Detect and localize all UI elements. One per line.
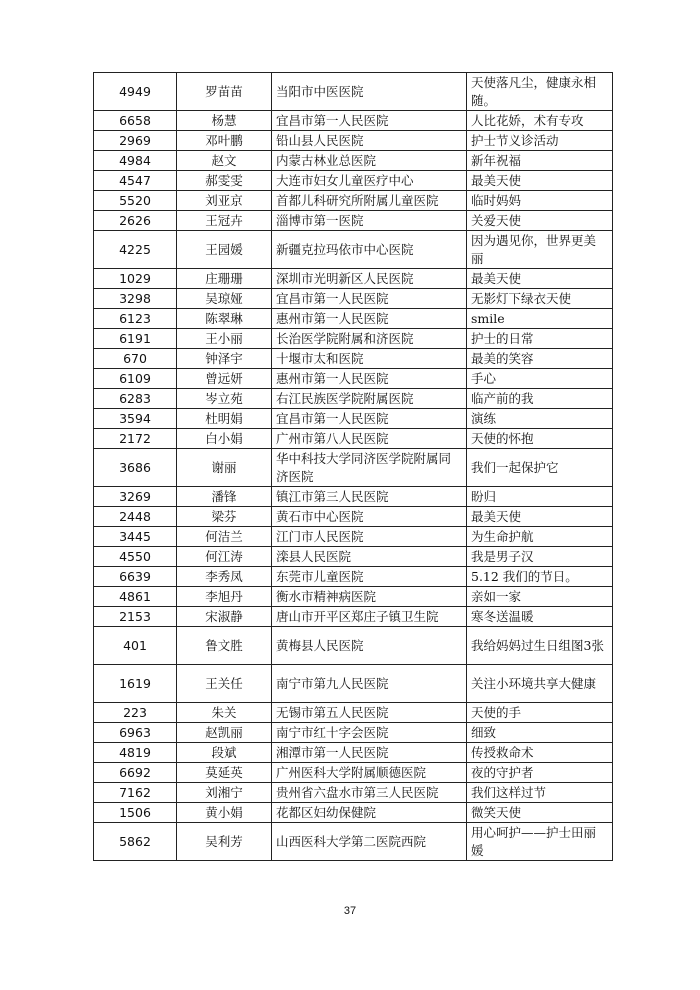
author-name: 陈翠琳	[177, 309, 272, 329]
hospital-name: 宜昌市第一人民医院	[272, 409, 467, 429]
work-title: 演练	[467, 409, 613, 429]
table-row	[94, 349, 613, 369]
hospital-name: 广州市第八人民医院	[272, 429, 467, 449]
author-name: 鲁文胜	[177, 627, 272, 665]
hospital-name: 惠州市第一人民医院	[272, 309, 467, 329]
table-row	[94, 131, 613, 151]
entry-number: 3594	[94, 409, 177, 429]
hospital-name: 无锡市第五人民医院	[272, 703, 467, 723]
entry-number: 6692	[94, 763, 177, 783]
hospital-name: 当阳市中医医院	[272, 73, 467, 111]
table-row	[94, 567, 613, 587]
table-row	[94, 763, 613, 783]
entries-table-body	[94, 73, 613, 861]
table-row	[94, 607, 613, 627]
work-title: 夜的守护者	[467, 763, 613, 783]
table-row	[94, 211, 613, 231]
entry-number: 6658	[94, 111, 177, 131]
entry-number: 2626	[94, 211, 177, 231]
author-name: 赵文	[177, 151, 272, 171]
entry-number: 2153	[94, 607, 177, 627]
page-number: 37	[343, 905, 357, 917]
author-name: 杜明娟	[177, 409, 272, 429]
table-row	[94, 409, 613, 429]
hospital-name: 内蒙古林业总医院	[272, 151, 467, 171]
table-row	[94, 627, 613, 665]
author-name: 王园媛	[177, 231, 272, 269]
hospital-name: 铅山县人民医院	[272, 131, 467, 151]
hospital-name: 南宁市红十字会医院	[272, 723, 467, 743]
hospital-name: 黄石市中心医院	[272, 507, 467, 527]
table-row	[94, 171, 613, 191]
entry-number: 2448	[94, 507, 177, 527]
hospital-name: 十堰市太和医院	[272, 349, 467, 369]
table-row	[94, 369, 613, 389]
work-title: 为生命护航	[467, 527, 613, 547]
hospital-name: 宜昌市第一人民医院	[272, 289, 467, 309]
table-row	[94, 449, 613, 487]
entry-number: 1506	[94, 803, 177, 823]
hospital-name: 淄博市第一医院	[272, 211, 467, 231]
work-title: 因为遇见你，世界更美丽	[467, 231, 613, 269]
entry-number: 7162	[94, 783, 177, 803]
author-name: 赵凯丽	[177, 723, 272, 743]
work-title: 护士的日常	[467, 329, 613, 349]
author-name: 郝雯雯	[177, 171, 272, 191]
table-row	[94, 289, 613, 309]
work-title: 我们一起保护它	[467, 449, 613, 487]
table-row	[94, 507, 613, 527]
work-title: 我是男子汉	[467, 547, 613, 567]
author-name: 罗苗苗	[177, 73, 272, 111]
entry-number: 6109	[94, 369, 177, 389]
author-name: 刘湘宁	[177, 783, 272, 803]
entry-number: 1029	[94, 269, 177, 289]
hospital-name: 广州医科大学附属顺德医院	[272, 763, 467, 783]
table-row	[94, 723, 613, 743]
author-name: 刘亚京	[177, 191, 272, 211]
entry-number: 4984	[94, 151, 177, 171]
author-name: 何洁兰	[177, 527, 272, 547]
author-name: 杨慧	[177, 111, 272, 131]
work-title: 我们这样过节	[467, 783, 613, 803]
work-title: 临时妈妈	[467, 191, 613, 211]
table-row	[94, 547, 613, 567]
work-title: 最美天使	[467, 171, 613, 191]
author-name: 王小丽	[177, 329, 272, 349]
work-title: 手心	[467, 369, 613, 389]
table-row	[94, 487, 613, 507]
author-name: 王冠卉	[177, 211, 272, 231]
hospital-name: 唐山市开平区郑庄子镇卫生院	[272, 607, 467, 627]
table-row	[94, 151, 613, 171]
work-title: 天使落凡尘，健康永相随。	[467, 73, 613, 111]
table-row	[94, 231, 613, 269]
entry-number: 2969	[94, 131, 177, 151]
author-name: 朱关	[177, 703, 272, 723]
table-row	[94, 783, 613, 803]
author-name: 段斌	[177, 743, 272, 763]
table-row	[94, 665, 613, 703]
hospital-name: 长治医学院附属和济医院	[272, 329, 467, 349]
entry-number: 4550	[94, 547, 177, 567]
hospital-name: 湘潭市第一人民医院	[272, 743, 467, 763]
entry-number: 6123	[94, 309, 177, 329]
work-title: 微笑天使	[467, 803, 613, 823]
author-name: 潘锋	[177, 487, 272, 507]
hospital-name: 华中科技大学同济医学院附属同济医院	[272, 449, 467, 487]
work-title: 无影灯下绿衣天使	[467, 289, 613, 309]
entry-number: 5862	[94, 823, 177, 861]
author-name: 钟泽宇	[177, 349, 272, 369]
entry-number: 2172	[94, 429, 177, 449]
author-name: 吴利芳	[177, 823, 272, 861]
table-row	[94, 111, 613, 131]
hospital-name: 宜昌市第一人民医院	[272, 111, 467, 131]
author-name: 岑立苑	[177, 389, 272, 409]
entry-number: 4547	[94, 171, 177, 191]
work-title: 关注小环境共享大健康	[467, 665, 613, 703]
work-title: 用心呵护——护士田丽媛	[467, 823, 613, 861]
entry-number: 6639	[94, 567, 177, 587]
entry-number: 4861	[94, 587, 177, 607]
work-title: 细致	[467, 723, 613, 743]
hospital-name: 首都儿科研究所附属儿童医院	[272, 191, 467, 211]
work-title: 新年祝福	[467, 151, 613, 171]
table-row	[94, 587, 613, 607]
table-row	[94, 803, 613, 823]
entry-number: 3298	[94, 289, 177, 309]
hospital-name: 江门市人民医院	[272, 527, 467, 547]
hospital-name: 深圳市光明新区人民医院	[272, 269, 467, 289]
work-title: 传授救命术	[467, 743, 613, 763]
entry-number: 6191	[94, 329, 177, 349]
table-row	[94, 429, 613, 449]
work-title: smile	[467, 309, 613, 329]
author-name: 李旭丹	[177, 587, 272, 607]
work-title: 天使的手	[467, 703, 613, 723]
author-name: 邓叶鹏	[177, 131, 272, 151]
work-title: 亲如一家	[467, 587, 613, 607]
author-name: 宋淑静	[177, 607, 272, 627]
author-name: 白小娟	[177, 429, 272, 449]
entry-number: 3686	[94, 449, 177, 487]
table-row	[94, 703, 613, 723]
work-title: 人比花娇，术有专攻	[467, 111, 613, 131]
hospital-name: 山西医科大学第二医院西院	[272, 823, 467, 861]
hospital-name: 大连市妇女儿童医疗中心	[272, 171, 467, 191]
table-row	[94, 309, 613, 329]
table-row	[94, 191, 613, 211]
work-title: 护士节义诊活动	[467, 131, 613, 151]
work-title: 天使的怀抱	[467, 429, 613, 449]
work-title: 关爱天使	[467, 211, 613, 231]
hospital-name: 东莞市儿童医院	[272, 567, 467, 587]
table-row	[94, 73, 613, 111]
entry-number: 5520	[94, 191, 177, 211]
work-title: 寒冬送温暖	[467, 607, 613, 627]
author-name: 庄珊珊	[177, 269, 272, 289]
entry-number: 3269	[94, 487, 177, 507]
entry-number: 4819	[94, 743, 177, 763]
work-title: 我给妈妈过生日组图3张	[467, 627, 613, 665]
work-title: 最美的笑容	[467, 349, 613, 369]
entry-number: 1619	[94, 665, 177, 703]
table-row	[94, 527, 613, 547]
work-title: 盼归	[467, 487, 613, 507]
hospital-name: 惠州市第一人民医院	[272, 369, 467, 389]
entry-number: 4949	[94, 73, 177, 111]
author-name: 莫延英	[177, 763, 272, 783]
table-row	[94, 823, 613, 861]
entry-number: 6963	[94, 723, 177, 743]
work-title: 临产前的我	[467, 389, 613, 409]
work-title: 最美天使	[467, 269, 613, 289]
author-name: 曾远妍	[177, 369, 272, 389]
hospital-name: 右江民族医学院附属医院	[272, 389, 467, 409]
hospital-name: 花都区妇幼保健院	[272, 803, 467, 823]
entries-table	[93, 72, 613, 861]
work-title: 5.12 我们的节日。	[467, 567, 613, 587]
entry-number: 223	[94, 703, 177, 723]
table-row	[94, 329, 613, 349]
author-name: 梁芬	[177, 507, 272, 527]
hospital-name: 滦县人民医院	[272, 547, 467, 567]
author-name: 黄小娟	[177, 803, 272, 823]
hospital-name: 贵州省六盘水市第三人民医院	[272, 783, 467, 803]
author-name: 王关任	[177, 665, 272, 703]
hospital-name: 黄梅县人民医院	[272, 627, 467, 665]
hospital-name: 镇江市第三人民医院	[272, 487, 467, 507]
author-name: 吴琼娅	[177, 289, 272, 309]
table-row	[94, 743, 613, 763]
author-name: 李秀凤	[177, 567, 272, 587]
entry-number: 3445	[94, 527, 177, 547]
author-name: 何江涛	[177, 547, 272, 567]
hospital-name: 南宁市第九人民医院	[272, 665, 467, 703]
table-row	[94, 389, 613, 409]
entry-number: 670	[94, 349, 177, 369]
hospital-name: 新疆克拉玛依市中心医院	[272, 231, 467, 269]
entry-number: 6283	[94, 389, 177, 409]
entry-number: 401	[94, 627, 177, 665]
hospital-name: 衡水市精神病医院	[272, 587, 467, 607]
author-name: 谢丽	[177, 449, 272, 487]
entry-number: 4225	[94, 231, 177, 269]
work-title: 最美天使	[467, 507, 613, 527]
table-row	[94, 269, 613, 289]
